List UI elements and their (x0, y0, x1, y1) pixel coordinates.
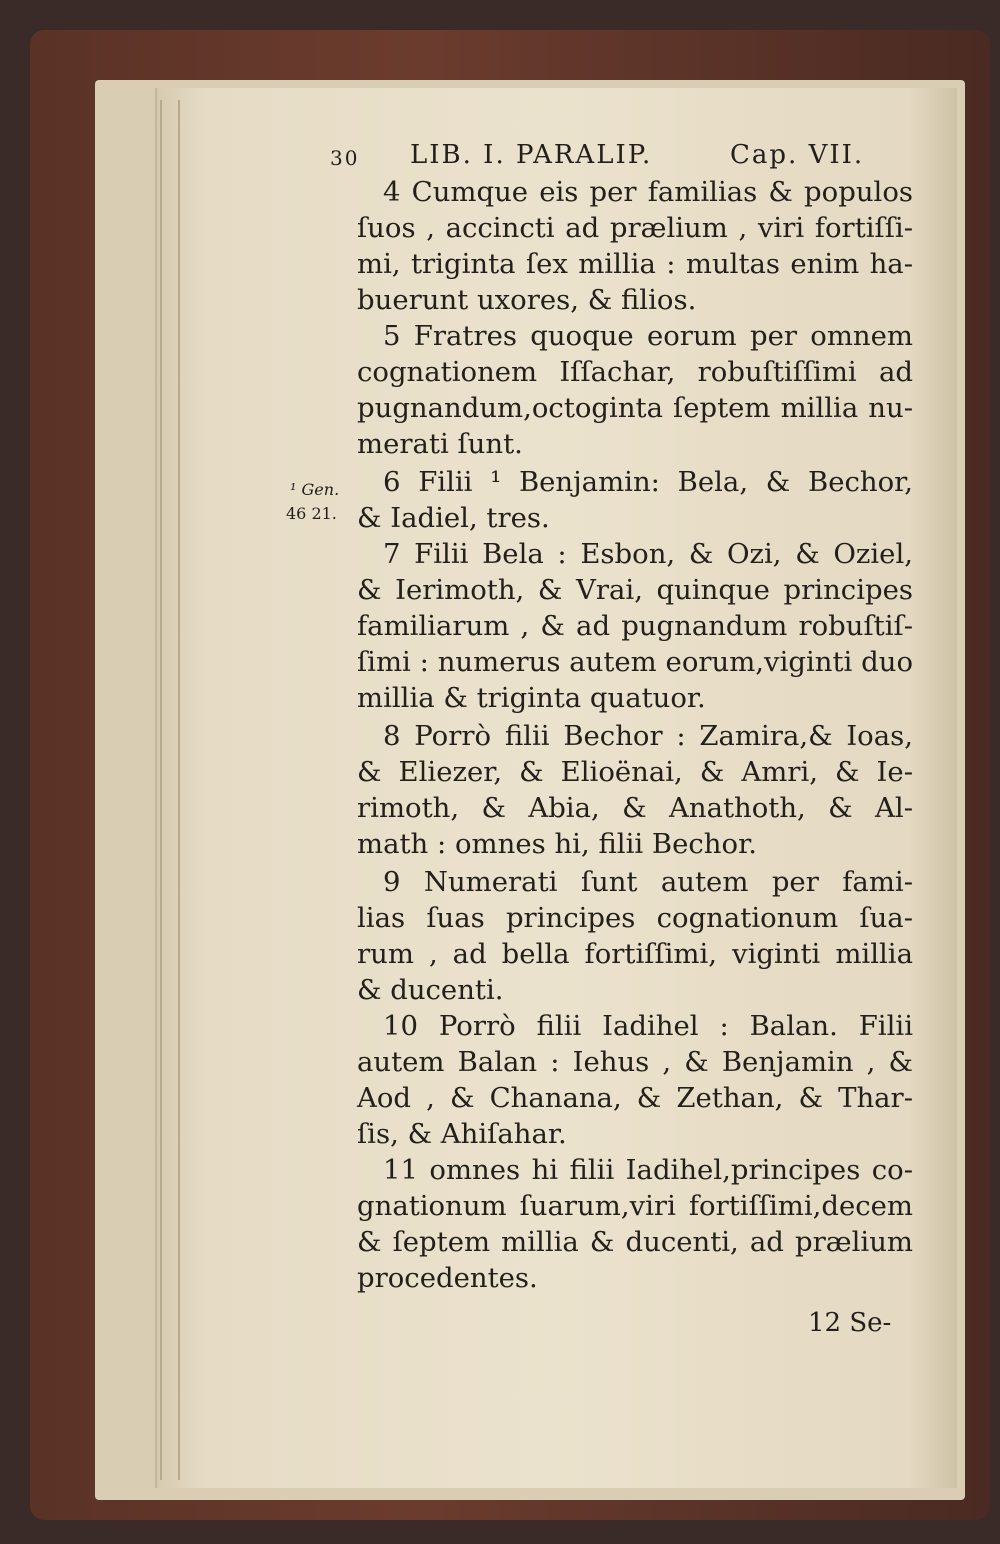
text-line: 5 Fratres quoque eorum per omnem (383, 320, 913, 352)
text-line: 11 omnes hi filii Iadihel,principes co- (383, 1154, 913, 1186)
margin-note-reference: 46 21. (286, 504, 337, 523)
text-line: 4 Cumque eis per familias & populos (383, 176, 913, 208)
text-line: lias ſuas principes cognationum ſua- (357, 902, 913, 934)
text-line: millia & triginta quatuor. (357, 682, 706, 714)
gutter-line (178, 100, 180, 1480)
text-line: cognationem Iſſachar, robuſtiſſimi ad (357, 356, 913, 388)
text-line: buerunt uxores, & filios. (357, 284, 697, 316)
text-line: & ducenti. (357, 974, 504, 1006)
text-line: & Ierimoth, & Vrai, quinque principes (357, 574, 913, 606)
text-line: pugnandum,octoginta ſeptem millia nu- (357, 392, 913, 424)
text-line: & Iadiel, tres. (357, 502, 550, 534)
text-line: rum , ad bella fortiſſimi, viginti millia (357, 938, 913, 970)
text-line: ſimi : numerus autem eorum,viginti duo (357, 646, 913, 678)
text-line: familiarum , & ad pugnandum robuſtiſ- (357, 610, 913, 642)
text-line: mi, triginta ſex millia : multas enim ha- (357, 248, 913, 280)
text-line: ſis, & Ahiſahar. (357, 1118, 567, 1150)
text-line: Aod , & Chanana, & Zethan, & Thar- (357, 1082, 913, 1114)
catchword: 12 Se- (808, 1308, 892, 1338)
text-line: ſuos , accincti ad prælium , viri fortiſſi- (357, 212, 913, 244)
text-line: 7 Filii Bela : Esbon, & Ozi, & Oziel, (383, 538, 913, 570)
text-line: merati ſunt. (357, 428, 523, 460)
text-line: 9 Numerati ſunt autem per fami- (383, 866, 913, 898)
text-line: 10 Porrò filii Iadihel : Balan. Filii (383, 1010, 913, 1042)
text-line: rimoth, & Abia, & Anathoth, & Al- (357, 792, 913, 824)
margin-note-book: ¹ Gen. (290, 480, 340, 499)
text-line: autem Balan : Iehus , & Benjamin , & (357, 1046, 913, 1078)
page-number: 30 (330, 146, 360, 170)
text-line: & ſeptem millia & ducenti, ad prælium (357, 1226, 913, 1258)
text-line: & Eliezer, & Elioënai, & Amri, & Ie- (357, 756, 913, 788)
text-line: math : omnes hi, filii Bechor. (357, 828, 757, 860)
book-title: LIB. I. PARALIP. (410, 140, 653, 170)
text-line: procedentes. (357, 1262, 538, 1294)
text-line: 8 Porrò filii Bechor : Zamira,& Ioas, (383, 720, 913, 752)
chapter-label: Cap. VII. (730, 140, 865, 170)
text-line: 6 Filii ¹ Benjamin: Bela, & Bechor, (383, 466, 913, 498)
text-line: gnationum ſuarum,viri fortiſſimi,decem (357, 1190, 913, 1222)
gutter-line (160, 100, 162, 1480)
running-head (330, 140, 890, 174)
